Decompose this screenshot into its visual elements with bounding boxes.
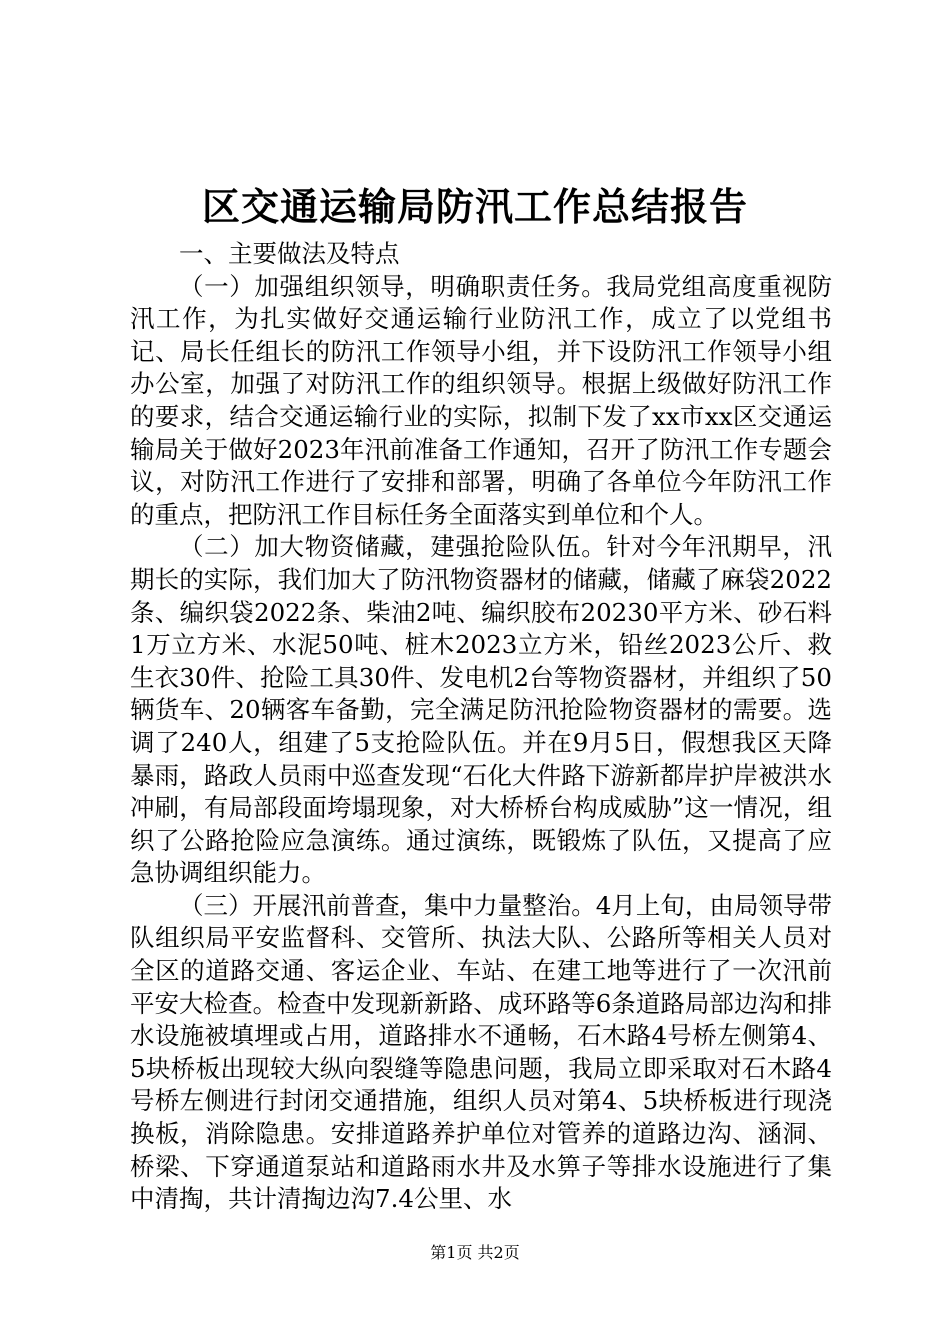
document-title: 区交通运输局防汛工作总结报告 — [201, 184, 748, 229]
paragraph-3: （三）开展汛前普查，集中力量整治。4月上旬，由局领导带队组织局平安监督科、交管所、执法大队、公路所等相关人员对全区的道路交通、客运企业、车站、在建工地等进行了一次汛前平安大检查。检查中发现新新路、成环路等6条道路局部边沟和排水设施被填埋或占用，道路排水不通畅，石木路4号桥左侧第4、5块桥板出现较大纵向裂缝等隐患问题，我局立即采取对石木路4号桥左侧进行封闭交通措施，组织人员对第4、5块桥板进行现浇换板，消除隐患。安排道路养护单位对管养的道路边沟、涵洞、桥梁、下穿通道泵站和道路雨水井及水箅子等排水设施进行了集中清掏，共计清掏边沟7.4公里、水 — [130, 890, 832, 1214]
document-body — [130, 238, 832, 1216]
section-heading: 一、主要做法及特点 — [179, 239, 400, 268]
page-footer: 第1页 共2页 — [430, 1243, 520, 1262]
paragraph-1: （一）加强组织领导，明确职责任务。我局党组高度重视防汛工作，为扎实做好交通运输行业防汛工作，成立了以党组书记、局长任组长的防汛工作领导小组，并下设防汛工作领导小组办公室，加强了对防汛工作的组织领导。根据上级做好防汛工作的要求，结合交通运输行业的实际，拟制下发了xx市xx区交通运输局关于做好2023年汛前准备工作通知，召开了防汛工作专题会议，对防汛工作进行了安排和部署，明确了各单位今年防汛工作的重点，把防汛工作目标任务全面落实到单位和个人。 — [130, 271, 832, 529]
paragraph-2: （二）加大物资储藏，建强抢险队伍。针对今年汛期早，汛期长的实际，我们加大了防汛物资器材的储藏，储藏了麻袋2022条、编织袋2022条、柴油2吨、编织胶布20230平方米、砂石料1万立方米、水泥50吨、桩木2023立方米，铅丝2023公斤、救生衣30件、抢险工具30件、发电机2台等物资器材，并组织了50辆货车、20辆客车备勤，完全满足防汛抢险物资器材的需要。选调了240人，组建了5支抢险队伍。并在9月5日，假想我区天降暴雨，路政人员雨中巡查发现“石化大件路下游新都岸护岸被洪水冲刷，有局部段面垮塌现象，对大桥桥台构成威胁”这一情况，组织了公路抢险应急演练。通过演练，既锻炼了队伍，又提高了应急协调组织能力。 — [130, 532, 832, 888]
